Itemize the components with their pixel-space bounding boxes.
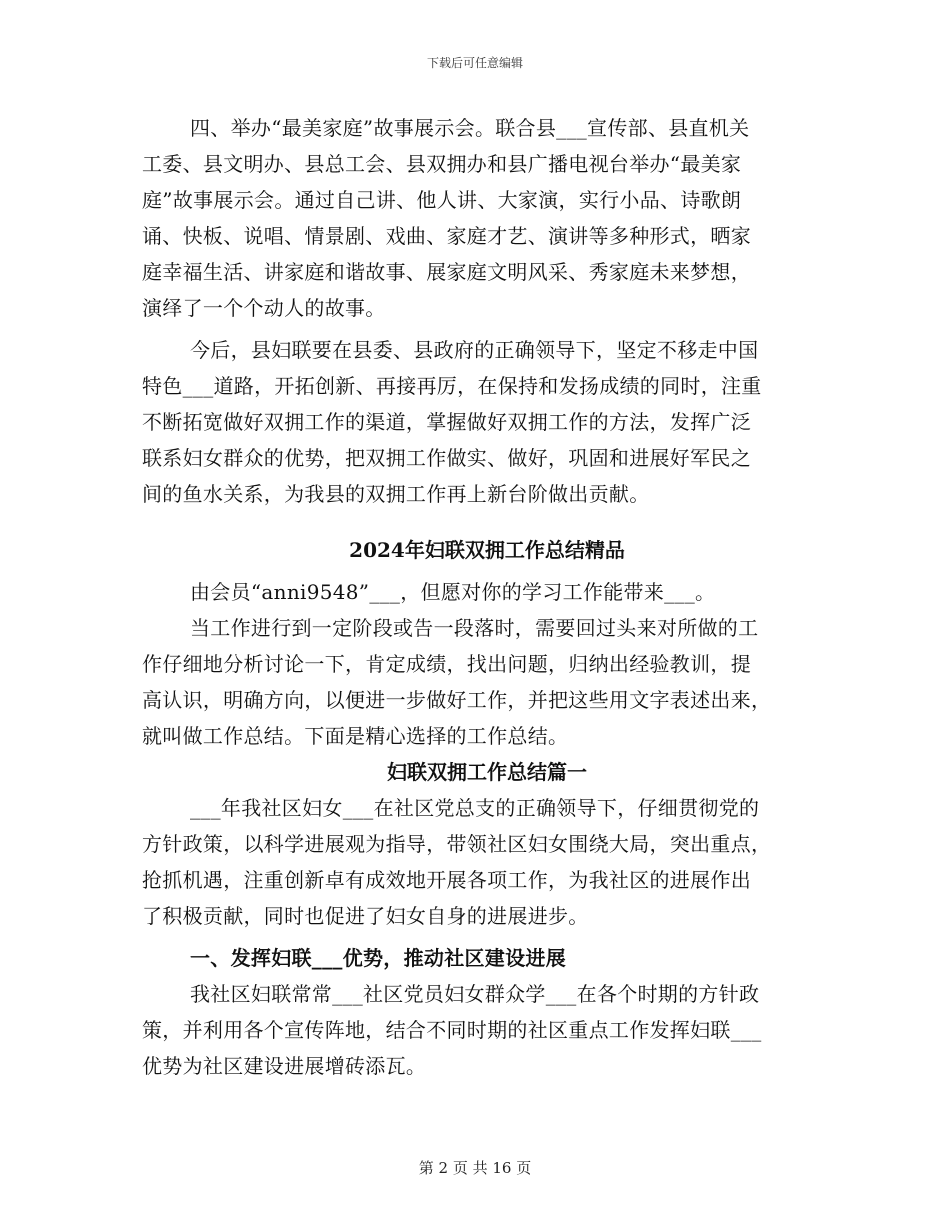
text-line: 四、举办“最美家庭”故事展示会。联合县___宣传部、县直机关 — [190, 116, 750, 140]
page-header: 下载后可任意编辑 — [426, 56, 523, 70]
text-line: 抢抓机遇，注重创新卓有成效地开展各项工作，为我社区的进展作出 — [142, 868, 751, 892]
paragraph-summary-intro — [142, 610, 832, 754]
text-line: 我社区妇联常常___社区党员妇女群众学___在各个时期的方针政 — [190, 982, 760, 1006]
text-line: 不断拓宽做好双拥工作的渠道，掌握做好双拥工作的方法，发挥广泛 — [142, 410, 751, 434]
text-line: 优势为社区建设进展增砖添瓦。 — [142, 1054, 427, 1078]
paragraph-community-study — [142, 976, 832, 1084]
text-line: 方针政策，以科学进展观为指导，带领社区妇女围绕大局，突出重点， — [142, 832, 772, 856]
paragraph-community-overview — [142, 790, 832, 934]
text-line: 工委、县文明办、县总工会、县双拥办和县广播电视台举办“最美家 — [142, 152, 742, 176]
text-line: 联系妇女群众的优势，把双拥工作做实、做好，巩固和进展好军民之 — [142, 446, 751, 470]
subsection-heading: 一、发挥妇联___优势，推动社区建设进展 — [190, 946, 566, 970]
article-title: 妇联双拥工作总结篇一 — [387, 760, 587, 784]
text-line: 就叫做工作总结。下面是精心选择的工作总结。 — [142, 724, 569, 748]
text-line: 今后，县妇联要在县委、县政府的正确领导下，坚定不移走中国 — [190, 338, 759, 362]
paragraph-member-note — [142, 574, 832, 610]
text-line: 间的鱼水关系，为我县的双拥工作再上新台阶做出贡献。 — [142, 482, 650, 506]
text-line: 策，并利用各个宣传阵地，结合不同时期的社区重点工作发挥妇联___ — [142, 1018, 762, 1042]
paragraph-activity-four — [142, 110, 832, 326]
text-line: 特色___道路，开拓创新、再接再厉，在保持和发扬成绩的同时，注重 — [142, 374, 762, 398]
text-line: 高认识，明确方向，以便进一步做好工作，并把这些用文字表述出来， — [142, 688, 772, 712]
text-line: ___年我社区妇女___在社区党总支的正确领导下，仔细贯彻党的 — [190, 796, 760, 820]
text-line: 当工作进行到一定阶段或告一段落时，需要回过头来对所做的工 — [190, 616, 759, 640]
text-line: 作仔细地分析讨论一下，肯定成绩，找出问题，归纳出经验教训，提 — [142, 652, 751, 676]
text-line: 庭”故事展示会。通过自己讲、他人讲、大家演，实行小品、诗歌朗 — [142, 188, 742, 212]
document-body — [142, 110, 832, 1084]
text-line: 了积极贡献，同时也促进了妇女自身的进展进步。 — [142, 904, 589, 928]
page-footer: 第 2 页 共 16 页 — [418, 1159, 532, 1177]
paragraph-future-plans — [142, 332, 832, 512]
section-title: 2024年妇联双拥工作总结精品 — [349, 538, 625, 562]
text-line: 演绎了一个个动人的故事。 — [142, 296, 386, 320]
text-line: 庭幸福生活、讲家庭和谐故事、展家庭文明风采、秀家庭未来梦想， — [142, 260, 751, 284]
text-line: 诵、快板、说唱、情景剧、戏曲、家庭才艺、演讲等多种形式，晒家 — [142, 224, 751, 248]
text-line: 由会员“anni9548”___，但愿对你的学习工作能带来___。 — [190, 580, 716, 604]
